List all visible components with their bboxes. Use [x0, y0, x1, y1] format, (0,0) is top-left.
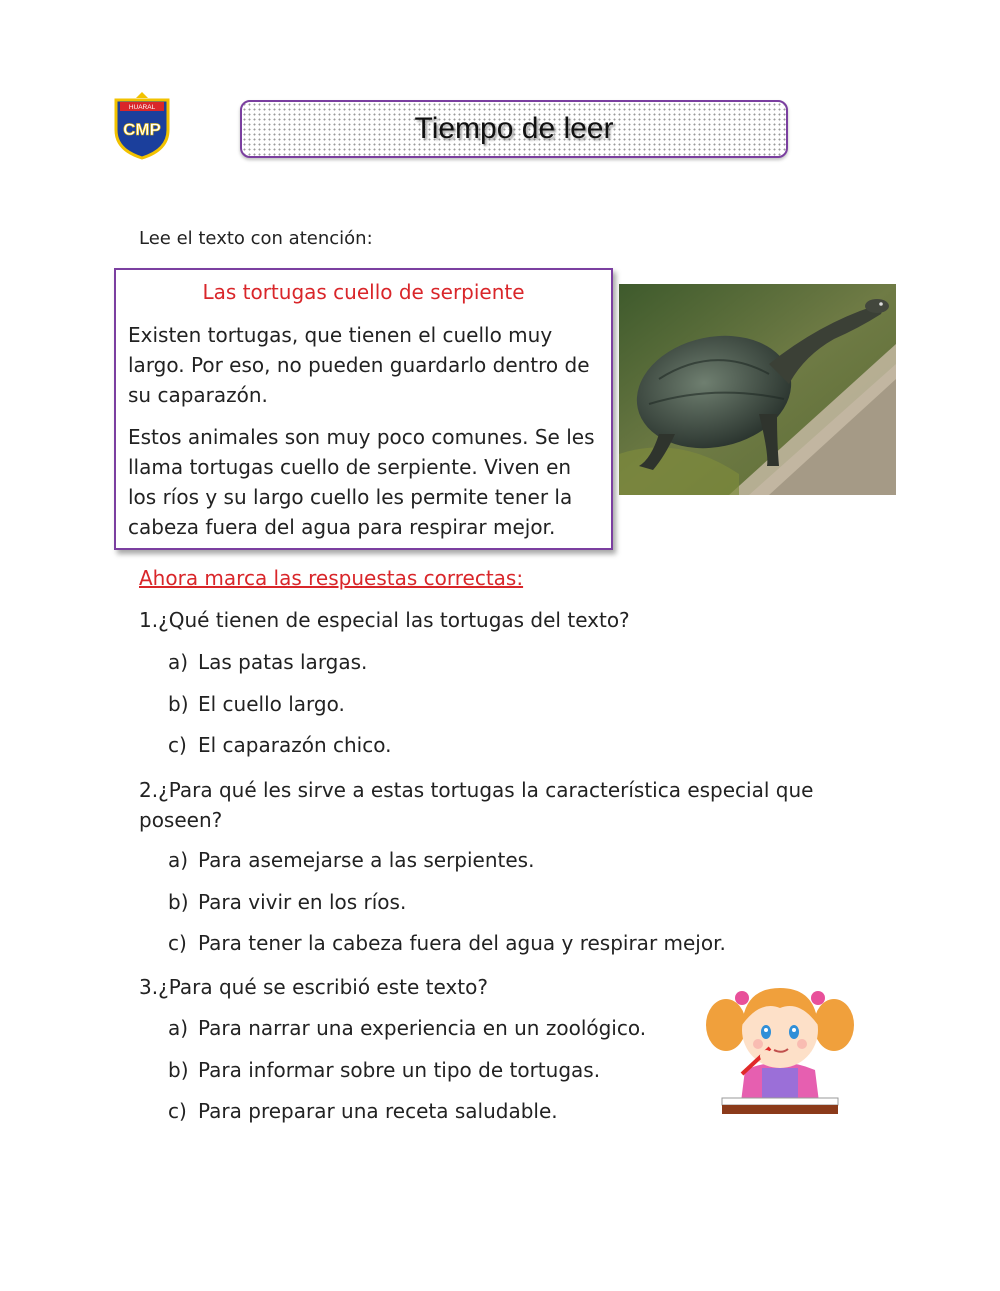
question-1: 1.¿Qué tienen de especial las tortugas del texto?: [139, 608, 630, 632]
option-letter: a): [168, 848, 189, 872]
option-text: Para preparar una receta saludable.: [198, 1099, 558, 1123]
logo-top-text: HUARAL: [128, 104, 156, 111]
school-logo: [112, 90, 172, 160]
option-text: Para asemejarse a las serpientes.: [198, 848, 535, 872]
option-letter: c): [168, 931, 187, 955]
reading-box: [114, 268, 613, 550]
page-title: Tiempo de leer: [414, 112, 614, 145]
instruction-text: Lee el texto con atención:: [139, 228, 373, 249]
question-2-option-b[interactable]: [168, 890, 406, 914]
option-text: Para narrar una experiencia en un zoológico.: [198, 1016, 647, 1040]
logo-letters: CMP: [123, 120, 161, 139]
question-1-option-b[interactable]: [168, 692, 345, 716]
option-text: Para vivir en los ríos.: [198, 890, 407, 914]
option-letter: a): [168, 1016, 189, 1040]
turtle-photo: [619, 284, 896, 495]
girl-reading-illustration: [700, 970, 860, 1118]
option-text: Para tener la cabeza fuera del agua y respirar mejor.: [198, 931, 726, 955]
option-letter: b): [168, 890, 189, 914]
questions-heading: Ahora marca las respuestas correctas:: [139, 566, 524, 590]
question-1-option-c[interactable]: [168, 733, 391, 757]
option-text: Para informar sobre un tipo de tortugas.: [198, 1058, 601, 1082]
option-letter: c): [168, 1099, 187, 1123]
reading-paragraph-1: Existen tortugas, que tienen el cuello muy largo. Por eso, no pueden guardarlo dentro de su caparazón.: [128, 323, 590, 407]
option-text: El caparazón chico.: [198, 733, 392, 757]
option-letter: c): [168, 733, 187, 757]
option-text: El cuello largo.: [198, 692, 345, 716]
option-letter: a): [168, 650, 189, 674]
reading-title: Las tortugas cuello de serpiente: [202, 280, 525, 304]
question-3: 3.¿Para qué se escribió este texto?: [139, 975, 488, 999]
question-3-option-b[interactable]: [168, 1058, 600, 1082]
question-2-option-a[interactable]: [168, 848, 534, 872]
option-text: Las patas largas.: [198, 650, 368, 674]
option-letter: b): [168, 1058, 189, 1082]
question-2: 2.¿Para qué les sirve a estas tortugas la característica especial que poseen?: [139, 778, 814, 832]
title-banner: [240, 100, 788, 158]
question-1-option-a[interactable]: [168, 650, 367, 674]
option-letter: b): [168, 692, 189, 716]
question-2-option-c[interactable]: [168, 931, 726, 955]
question-3-option-a[interactable]: [168, 1016, 646, 1040]
question-3-option-c[interactable]: [168, 1099, 558, 1123]
reading-paragraph-2: Estos animales son muy poco comunes. Se les llama tortugas cuello de serpiente. Viven en los ríos y su largo cuello les permite tener la cabeza fuera del agua para respirar mejor.: [128, 425, 595, 539]
